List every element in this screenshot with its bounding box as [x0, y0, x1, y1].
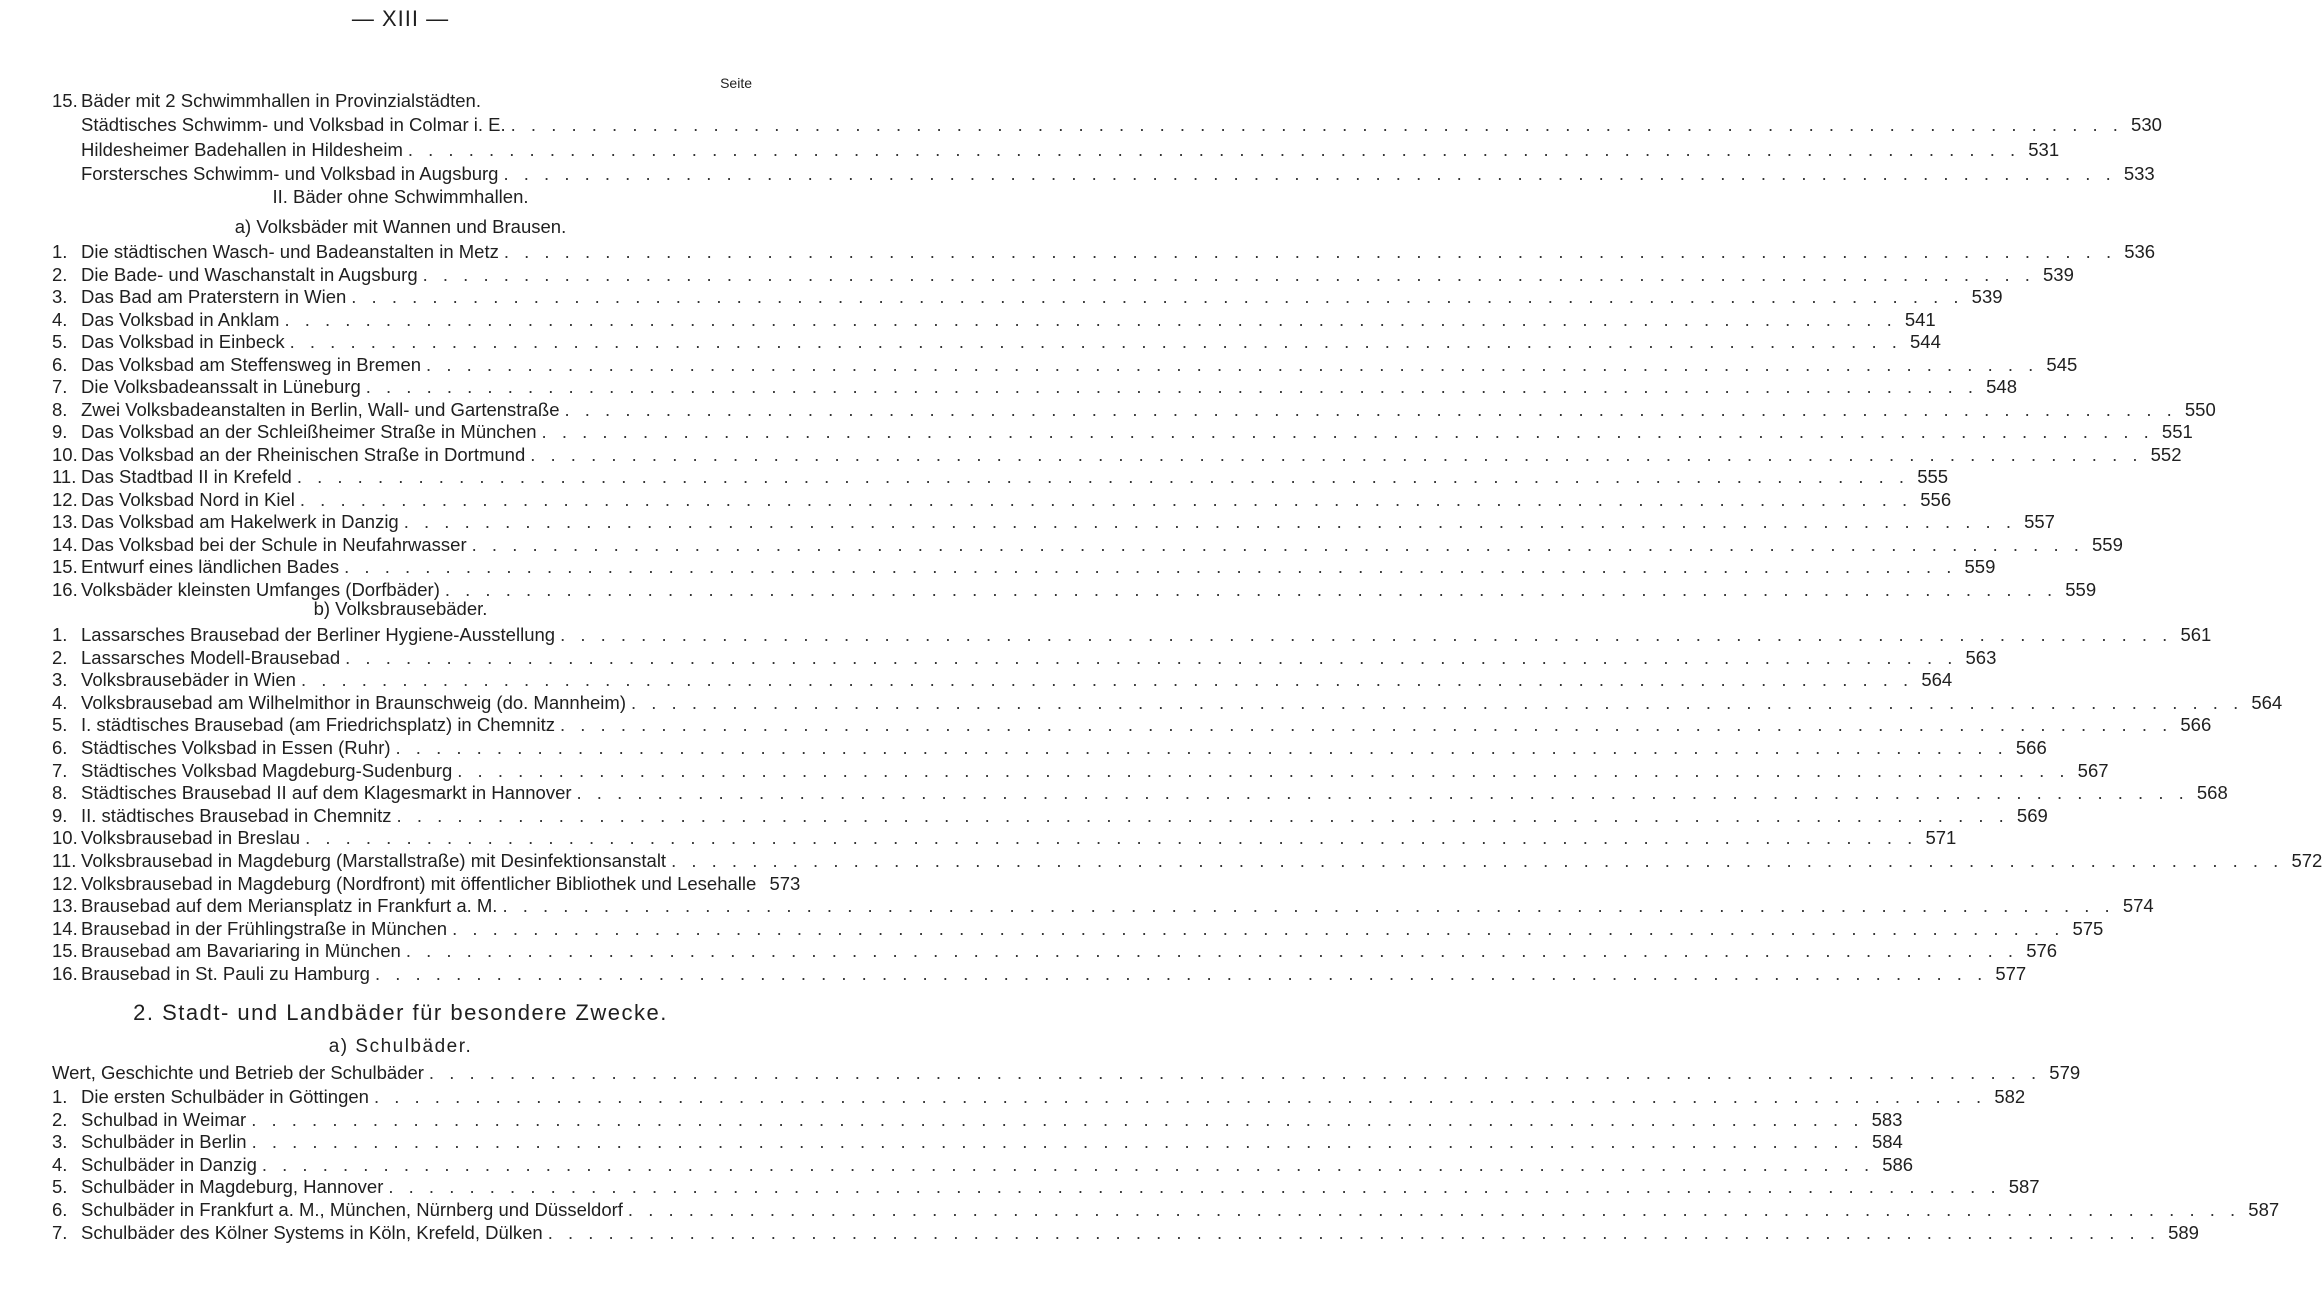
page-number: 539	[1971, 286, 2003, 307]
entry-number: 11.	[52, 850, 77, 871]
entry-title: Schulbäder des Kölner Systems in Köln, Krefeld, Dülken	[81, 1221, 543, 1243]
page-number: 559	[1964, 556, 1996, 577]
entry-title: Lassarsches Brausebad der Berliner Hygiene-Ausstellung	[81, 624, 556, 645]
page-header: — XIII —	[351, 6, 450, 31]
toc-entry	[52, 1062, 2081, 1084]
dot-leader: . . . . . . . . . . . . . . . . . . . . . . . . . . . . . . . . . . . . . . . . . . . . . . . . . . . . . . . . . . . . . . . . . . . . . . . . . . . . . . . .	[289, 331, 1902, 352]
toc-entry	[52, 1176, 2040, 1198]
page-number: 556	[1920, 488, 1952, 510]
part2-b-heading: b) Volksbrausebäder.	[313, 598, 488, 619]
page-number: 566	[2015, 737, 2047, 758]
page-number: 539	[2043, 263, 2074, 285]
entry-number: 9.	[52, 804, 68, 826]
dot-leader: . . . . . . . . . . . . . . . . . . . . . . . . . . . . . . . . . . . . . . . . . . . . . . . . . . . . . . . . . . . . . . . . . . . . . . . . . . . . . . . .	[405, 940, 2019, 962]
page-number: 530	[2131, 114, 2162, 135]
dot-leader: . . . . . . . . . . . . . . . . . . . . . . . . . . . . . . . . . . . . . . . . . . . . . . . . . . . . . . . . . . . . . . . . . . . . . . . . . . . . . . . .	[422, 263, 2035, 285]
entry-title: Das Volksbad am Hakelwerk in Danzig	[81, 511, 399, 532]
page-number: 536	[2124, 241, 2156, 262]
entry-number: 2.	[52, 263, 68, 285]
entry-title: Städtisches Volksbad Magdeburg-Sudenburg	[81, 759, 453, 781]
page-number: 569	[2016, 804, 2048, 826]
entry-number: 3.	[52, 286, 68, 307]
page-number: 567	[2077, 759, 2109, 781]
entry-number: 7.	[52, 376, 68, 397]
entry-number: 13.	[52, 895, 78, 917]
page-number: 575	[2072, 917, 2104, 939]
entry-number: 11.	[52, 466, 77, 487]
entry-title: Das Bad am Praterstern in Wien	[81, 286, 347, 307]
toc-entry	[52, 1086, 2026, 1108]
entry-number: 3.	[52, 1131, 68, 1153]
entry-number: 13.	[52, 511, 78, 532]
dot-leader: . . . . . . . . . . . . . . . . . . . . . . . . . . . . . . . . . . . . . . . . . . . . . . . . . . . . . . . . . . . . . . . . . . . . . . . . . . . . . . . .	[444, 578, 2058, 600]
page-number: 544	[1910, 331, 1941, 352]
toc-entry	[52, 331, 1941, 353]
entry-number: 4.	[52, 1153, 68, 1175]
toc-entry	[52, 114, 2162, 136]
dot-leader: . . . . . . . . . . . . . . . . . . . . . . . . . . . . . . . . . . . . . . . . . . . . . . . . . . . . . . . . . . . . . . . . . . . . . . . . . . . . . . . .	[251, 1131, 1864, 1153]
entry-title: Bäder mit 2 Schwimmhallen in Provinzialstädten.	[81, 90, 481, 111]
entry-title: Schulbäder in Danzig	[81, 1153, 257, 1175]
toc-entry	[52, 714, 2212, 736]
entry-number: 9.	[52, 421, 68, 442]
entry-title: Brausebad auf dem Meriansplatz in Frankfurt a. M.	[81, 895, 498, 917]
dot-leader: . . . . . . . . . . . . . . . . . . . . . . . . . . . . . . . . . . . . . . . . . . . . . . . . . . . . . . . . . . . . . . . . . . . . . . . . . . . . . . . .	[671, 850, 2284, 871]
page-number: 550	[2184, 398, 2216, 420]
toc-entry	[52, 488, 1952, 511]
toc-entry	[52, 376, 2017, 398]
dot-leader: . . . . . . . . . . . . . . . . . . . . . . . . . . . . . . . . . . . . . . . . . . . . . . . . . . . . . . . . . . . . . . . . . . . . . . . . . . . . . . . .	[299, 488, 1913, 510]
entry-title: Die Volksbadeanssalt in Lüneburg	[81, 376, 361, 397]
entry-title: Das Volksbad bei der Schule in Neufahrwasser	[81, 533, 467, 555]
page-number: 587	[2008, 1176, 2040, 1198]
entry-title: Städtisches Schwimm- und Volksbad in Colmar i. E.	[81, 114, 506, 135]
toc-entry	[52, 1199, 2280, 1221]
dot-leader: . . . . . . . . . . . . . . . . . . . . . . . . . . . . . . . . . . . . . . . . . . . . . . . . . . . . . . . . . . . . . . . . . . . . . . . . . . . . . . . .	[510, 114, 2123, 135]
dot-leader: . . . . . . . . . . . . . . . . . . . . . . . . . . . . . . . . . . . . . . . . . . . . . . . . . . . . . . . . . . . . . . . . . . . . . . . . . . . . . . . .	[403, 511, 2016, 532]
page-number: 551	[2161, 421, 2193, 442]
entry-title: I. städtisches Brausebad (am Friedrichsplatz) in Chemnitz	[81, 714, 555, 736]
toc-entry	[52, 872, 801, 895]
entry-number: 10.	[52, 443, 78, 465]
page-number: 576	[2026, 940, 2058, 962]
dot-leader: . . . . . . . . . . . . . . . . . . . . . . . . . . . . . . . . . . . . . . . . . . . . . . . . . . . . . . . . . . . . . . . . . . . . . . . . . . . . . . . .	[560, 624, 2173, 645]
section2-a-heading: a) Schulbäder.	[328, 1036, 473, 1057]
dot-leader: . . . . . . . . . . . . . . . . . . . . . . . . . . . . . . . . . . . . . . . . . . . . . . . . . . . . . . . . . . . . . . . . . . . . . . . . . . . . . . . .	[564, 398, 2177, 420]
seite-label: Seite	[720, 75, 752, 91]
toc-entry	[52, 263, 2074, 286]
page-number: 548	[1986, 376, 2017, 397]
dot-leader: . . . . . . . . . . . . . . . . . . . . . . . . . . . . . . . . . . . . . . . . . . . . . . . . . . . . . . . . . . . . . . . . . . . . . . . . . . . . . . . .	[630, 691, 2244, 713]
dot-leader: . . . . . . . . . . . . . . . . . . . . . . . . . . . . . . . . . . . . . . . . . . . . . . . . . . . . . . . . . . . . . . . . . . . . . . . . . . . . . . . .	[261, 1153, 1875, 1175]
dot-leader: . . . . . . . . . . . . . . . . . . . . . . . . . . . . . . . . . . . . . . . . . . . . . . . . . . . . . . . . . . . . . . . . . . . . . . . . . . . . . . . .	[452, 917, 2065, 939]
entry-number: 5.	[52, 714, 68, 736]
entry-title: Entwurf eines ländlichen Bades	[81, 556, 340, 577]
dot-leader: . . . . . . . . . . . . . . . . . . . . . . . . . . . . . . . . . . . . . . . . . . . . . . . . . . . . . . . . . . . . . . . . . . . . . . . . . . . . . . . .	[374, 963, 1988, 984]
toc-entry	[52, 511, 2055, 533]
toc-entry	[52, 308, 1936, 331]
entry-title: Die ersten Schulbäder in Göttingen	[81, 1086, 369, 1107]
toc-entry	[52, 624, 2212, 646]
toc-entry	[52, 850, 2322, 872]
entry-number: 8.	[52, 782, 68, 804]
page-number: 552	[2150, 443, 2182, 465]
toc-entry	[52, 895, 2154, 917]
page-number: 541	[1904, 308, 1936, 330]
dot-leader: . . . . . . . . . . . . . . . . . . . . . . . . . . . . . . . . . . . . . . . . . . . . . . . . . . . . . . . . . . . . . . . . . . . . . . . . . . . . . . . .	[251, 1108, 1864, 1130]
page-number: 559	[2092, 533, 2123, 555]
entry-number: 16.	[52, 578, 78, 600]
entry-number: 4.	[52, 308, 68, 330]
entry-number: 15.	[52, 90, 78, 111]
dot-leader: . . . . . . . . . . . . . . . . . . . . . . . . . . . . . . . . . . . . . . . . . . . . . . . . . . . . . . . . . . . . . . . . . . . . . . . . . . . . . . . .	[344, 556, 1957, 577]
dot-leader: . . . . . . . . . . . . . . . . . . . . . . . . . . . . . . . . . . . . . . . . . . . . . . . . . . . . . . . . . . . . . . . . . . . . . . . . . . . . . . . .	[471, 533, 2084, 555]
entry-number: 14.	[52, 917, 78, 939]
dot-leader: . . . . . . . . . . . . . . . . . . . . . . . . . . . . . . . . . . . . . . . . . . . . . . . . . . . . . . . . . . . . . . . . . . . . . . . . . . . . . . . .	[560, 714, 2173, 736]
entry-number: 5.	[52, 331, 68, 352]
page-number: 577	[1995, 963, 2027, 984]
page-number: 531	[2028, 138, 2060, 160]
dot-leader: . . . . . . . . . . . . . . . . . . . . . . . . . . . . . . . . . . . . . . . . . . . . . . . . . . . . . . . . . . . . . . . . . . . . . . . . . . . . . . . .	[365, 376, 1978, 397]
page-number: 573	[769, 872, 801, 894]
entry-number: 3.	[52, 669, 68, 691]
entry-number: 1.	[52, 241, 68, 262]
entry-number: 16.	[52, 963, 78, 984]
entry-number: 7.	[52, 759, 68, 781]
toc-entry	[52, 466, 1949, 488]
entry-number: 10.	[52, 827, 78, 849]
page-number: 533	[2123, 163, 2155, 185]
dot-leader: . . . . . . . . . . . . . . . . . . . . . . . . . . . . . . . . . . . . . . . . . . . . . . . . . . . . . . . . . . . . . . . . . . . . . . . . . . . . . . . .	[388, 1176, 2001, 1198]
page-number: 586	[1882, 1153, 1914, 1175]
page-number: 584	[1871, 1131, 1903, 1153]
toc-entry	[52, 421, 2193, 443]
entry-title: Schulbäder in Magdeburg, Hannover	[81, 1176, 384, 1198]
toc-entry	[52, 782, 2228, 804]
part2-heading: II. Bäder ohne Schwimmhallen.	[272, 186, 529, 207]
toc-entry	[52, 737, 2047, 759]
entry-title: Volksbäder kleinsten Umfanges (Dorfbäder)	[81, 578, 440, 600]
section2-heading: 2. Stadt- und Landbäder für besondere Zwecke.	[133, 1000, 668, 1025]
toc-entry	[52, 691, 2283, 714]
dot-leader: . . . . . . . . . . . . . . . . . . . . . . . . . . . . . . . . . . . . . . . . . . . . . . . . . . . . . . . . . . . . . . . . . . . . . . . . . . . . . . . .	[396, 804, 2009, 826]
entry-title: Schulbad in Weimar	[81, 1108, 247, 1130]
dot-leader: . . . . . . . . . . . . . . . . . . . . . . . . . . . . . . . . . . . . . . . . . . . . . . . . . . . . . . . . . . . . . . . . . . . . . . . . . . . . . . . .	[407, 138, 2021, 160]
entry-number: 6.	[52, 353, 68, 375]
entry-number: 2.	[52, 646, 68, 668]
toc-entry	[52, 1221, 2199, 1244]
entry-title: Die Bade- und Waschanstalt in Augsburg	[81, 263, 418, 285]
toc-entry	[52, 759, 2109, 782]
dot-leader: . . . . . . . . . . . . . . . . . . . . . . . . . . . . . . . . . . . . . . . . . . . . . . . . . . . . . . . . . . . . . . . . . . . . . . . . . . . . . . . .	[300, 669, 1914, 691]
entry-title: Das Stadtbad II in Krefeld	[81, 466, 292, 487]
entry-title: Städtisches Brausebad II auf dem Klagesmarkt in Hannover	[81, 782, 572, 804]
page-number: 564	[1921, 669, 1953, 691]
entry-number: 12.	[52, 872, 78, 894]
page-number: 561	[2180, 624, 2212, 645]
page-number: 568	[2196, 782, 2228, 804]
page-number: 566	[2180, 714, 2212, 736]
entry-number: 8.	[52, 398, 68, 420]
dot-leader: . . . . . . . . . . . . . . . . . . . . . . . . . . . . . . . . . . . . . . . . . . . . . . . . . . . . . . . . . . . . . . . . . . . . . . . . . . . . . . . .	[547, 1221, 2160, 1243]
entry-number: 12.	[52, 488, 78, 510]
entry-title: Wert, Geschichte und Betrieb der Schulbäder	[52, 1062, 424, 1083]
entry-title: Brausebad am Bavariaring in München	[81, 940, 401, 962]
entry-title: II. städtisches Brausebad in Chemnitz	[81, 804, 392, 826]
toc-heading-15	[52, 90, 752, 112]
dot-leader: . . . . . . . . . . . . . . . . . . . . . . . . . . . . . . . . . . . . . . . . . . . . . . . . . . . . . . . . . . . . . . . . . . . . . . . . . . . . . . . .	[503, 163, 2116, 185]
entry-title: Hildesheimer Badehallen in Hildesheim	[81, 138, 403, 160]
entry-title: Brausebad in St. Pauli zu Hamburg	[81, 963, 370, 984]
page-number: 583	[1871, 1108, 1903, 1130]
dot-leader: . . . . . . . . . . . . . . . . . . . . . . . . . . . . . . . . . . . . . . . . . . . . . . . . . . . . . . . . . . . . . . . . . . . . . . . . . . . . . . . .	[395, 737, 2008, 758]
page-number: 564	[2251, 691, 2283, 713]
toc-entry	[52, 1131, 1903, 1153]
toc-entry	[52, 1108, 1903, 1131]
entry-title: Volksbrausebad in Magdeburg (Nordfront) mit öffentlicher Bibliothek und Lesehalle	[81, 872, 757, 894]
page-number: 559	[2065, 578, 2097, 600]
dot-leader: . . . . . . . . . . . . . . . . . . . . . . . . . . . . . . . . . . . . . . . . . . . . . . . . . . . . . . . . . . . . . . . . . . . . . . . . . . . . . . . .	[345, 646, 1958, 668]
toc-entry	[52, 917, 2104, 940]
toc-entry	[52, 398, 2216, 421]
entry-title: Das Volksbad an der Schleißheimer Straße in München	[81, 421, 537, 442]
page-number: 587	[2248, 1199, 2280, 1220]
dot-leader: . . . . . . . . . . . . . . . . . . . . . . . . . . . . . . . . . . . . . . . . . . . . . . . . . . . . . . . . . . . . . . . . . . . . . . . . . . . . . . . .	[428, 1062, 2042, 1083]
page-number: 545	[2046, 353, 2078, 375]
entry-number: 15.	[52, 556, 78, 577]
entry-title: Volksbrausebad am Wilhelmithor in Braunschweig (do. Mannheim)	[81, 691, 626, 713]
toc-entry	[52, 804, 2048, 827]
entry-number: 6.	[52, 1199, 68, 1220]
toc-entry	[52, 963, 2027, 985]
dot-leader: . . . . . . . . . . . . . . . . . . . . . . . . . . . . . . . . . . . . . . . . . . . . . . . . . . . . . . . . . . . . . . . . . . . . . . . . . . . . . . . .	[503, 241, 2117, 262]
entry-title: Schulbäder in Berlin	[81, 1131, 247, 1153]
entry-title: Städtisches Volksbad in Essen (Ruhr)	[81, 737, 391, 758]
page-number: 579	[2049, 1062, 2081, 1083]
entry-number: 1.	[52, 624, 68, 645]
page-number: 574	[2122, 895, 2154, 917]
entry-title: Volksbrausebad in Breslau	[81, 827, 301, 849]
dot-leader: . . . . . . . . . . . . . . . . . . . . . . . . . . . . . . . . . . . . . . . . . . . . . . . . . . . . . . . . . . . . . . . . . . . . . . . . . . . . . . . .	[296, 466, 1910, 487]
entry-number: 6.	[52, 737, 68, 758]
page-number: 555	[1917, 466, 1949, 487]
page-number: 563	[1965, 646, 1997, 668]
toc-entry	[52, 940, 2058, 962]
dot-leader: . . . . . . . . . . . . . . . . . . . . . . . . . . . . . . . . . . . . . . . . . . . . . . . . . . . . . . . . . . . . . . . . . . . . . . . . . . . . . . . .	[351, 286, 1964, 307]
entry-title: Das Volksbad in Einbeck	[81, 331, 285, 352]
entry-title: Zwei Volksbadeanstalten in Berlin, Wall- und Gartenstraße	[81, 398, 560, 420]
entry-title: Das Volksbad am Steffensweg in Bremen	[81, 353, 422, 375]
toc-entry	[52, 138, 2060, 161]
toc-entry	[52, 669, 1953, 691]
toc-entry	[52, 353, 2078, 376]
toc-entry	[52, 533, 2123, 556]
entry-number: 15.	[52, 940, 78, 962]
entry-number: 5.	[52, 1176, 68, 1198]
entry-title: Die städtischen Wasch- und Badeanstalten in Metz	[81, 241, 499, 262]
entry-title: Volksbrausebäder in Wien	[81, 669, 296, 691]
entry-title: Forstersches Schwimm- und Volksbad in Augsburg	[81, 163, 499, 185]
entry-number: 4.	[52, 691, 68, 713]
entry-title: Das Volksbad in Anklam	[81, 308, 280, 330]
dot-leader: . . . . . . . . . . . . . . . . . . . . . . . . . . . . . . . . . . . . . . . . . . . . . . . . . . . . . . . . . . . . . . . . . . . . . . . . . . . . . . . .	[305, 827, 1918, 849]
dot-leader: . . . . . . . . . . . . . . . . . . . . . . . . . . . . . . . . . . . . . . . . . . . . . . . . . . . . . . . . . . . . . . . . . . . . . . . . . . . . . . . .	[373, 1086, 1987, 1107]
toc-entry	[52, 827, 1957, 849]
entry-title: Das Volksbad Nord in Kiel	[81, 488, 295, 510]
entry-title: Lassarsches Modell-Brausebad	[81, 646, 341, 668]
dot-leader: . . . . . . . . . . . . . . . . . . . . . . . . . . . . . . . . . . . . . . . . . . . . . . . . . . . . . . . . . . . . . . . . . . . . . . . . . . . . . . . .	[576, 782, 2189, 804]
dot-leader: . . . . . . . . . . . . . . . . . . . . . . . . . . . . . . . . . . . . . . . . . . . . . . . . . . . . . . . . . . . . . . . . . . . . . . . . . . . . . . . .	[426, 353, 2039, 375]
dot-leader: . . . . . . . . . . . . . . . . . . . . . . . . . . . . . . . . . . . . . . . . . . . . . . . . . . . . . . . . . . . . . . . . . . . . . . . . . . . . . . . .	[541, 421, 2154, 442]
toc-entry	[52, 556, 1996, 578]
dot-leader: . . . . . . . . . . . . . . . . . . . . . . . . . . . . . . . . . . . . . . . . . . . . . . . . . . . . . . . . . . . . . . . . . . . . . . . . . . . . . . . .	[530, 443, 2143, 465]
toc-entry	[52, 241, 2156, 263]
entry-title: Das Volksbad an der Rheinischen Straße in Dortmund	[81, 443, 526, 465]
page-number: 589	[2168, 1221, 2199, 1243]
dot-leader: . . . . . . . . . . . . . . . . . . . . . . . . . . . . . . . . . . . . . . . . . . . . . . . . . . . . . . . . . . . . . . . . . . . . . . . . . . . . . . . .	[627, 1199, 2241, 1220]
toc-entry	[52, 646, 1997, 669]
entry-number: 2.	[52, 1108, 68, 1130]
entry-number: 1.	[52, 1086, 68, 1107]
toc-entry	[52, 1153, 1914, 1176]
toc-entry	[52, 286, 2003, 308]
entry-title: Schulbäder in Frankfurt a. M., München, Nürnberg und Düsseldorf	[81, 1199, 623, 1220]
page-number: 557	[2024, 511, 2055, 532]
dot-leader: . . . . . . . . . . . . . . . . . . . . . . . . . . . . . . . . . . . . . . . . . . . . . . . . . . . . . . . . . . . . . . . . . . . . . . . . . . . . . . . .	[502, 895, 2115, 917]
entry-title: Volksbrausebad in Magdeburg (Marstallstraße) mit Desinfektionsanstalt	[81, 850, 667, 871]
page-number: 571	[1925, 827, 1957, 849]
entry-number: 14.	[52, 533, 78, 555]
toc-entry	[52, 163, 2155, 185]
page-number: 582	[1994, 1086, 2026, 1107]
entry-title: Brausebad in der Frühlingstraße in München	[81, 917, 448, 939]
part2-a-heading: a) Volksbäder mit Wannen und Brausen.	[234, 216, 567, 237]
dot-leader: . . . . . . . . . . . . . . . . . . . . . . . . . . . . . . . . . . . . . . . . . . . . . . . . . . . . . . . . . . . . . . . . . . . . . . . . . . . . . . . .	[457, 759, 2070, 781]
page-number: 572	[2291, 850, 2322, 871]
entry-number: 7.	[52, 1221, 68, 1243]
toc-entry	[52, 443, 2182, 466]
dot-leader: . . . . . . . . . . . . . . . . . . . . . . . . . . . . . . . . . . . . . . . . . . . . . . . . . . . . . . . . . . . . . . . . . . . . . . . . . . . . . . . .	[284, 308, 1897, 330]
